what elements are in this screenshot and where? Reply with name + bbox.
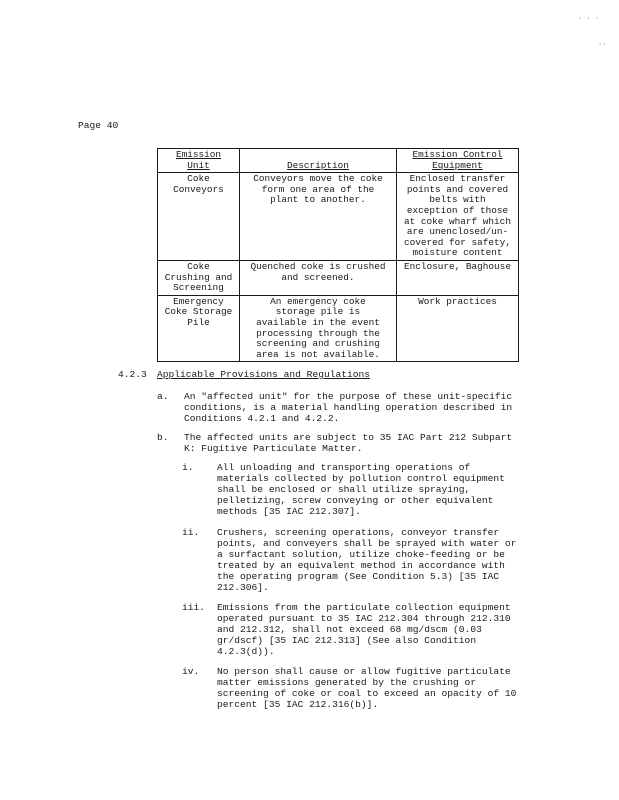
page-number: Page 40 (78, 120, 119, 131)
list-marker: iii. (182, 602, 206, 613)
table-row (158, 173, 519, 261)
section-number: 4.2.3 (118, 369, 147, 380)
list-marker: a. (157, 391, 169, 402)
unit-cell: Emergency Coke Storage Pile (158, 295, 240, 362)
equipment-cell: Enclosed transfer points and covered belts with exception of those at coke wharf which are unenclosed/un- covered for safety, moisture content (397, 173, 519, 261)
unit-cell: Coke Conveyors (158, 173, 240, 261)
paragraph-text: Crushers, screening operations, conveyor transfer points, and conveyers shall be sprayed with water or a surfactant solution, utilize choke-feeding or be treated by an equivalent method in accordance with the operating program (See Condition 5.3) [35 IAC 212.306]. (217, 527, 517, 593)
paragraph-text: No person shall cause or allow fugitive particulate matter emissions generated by the crushing or screening of coke or coal to exceed an opacity of 10 percent [35 IAC 212.316(b)]. (217, 666, 517, 710)
equipment-cell: Work practices (397, 295, 519, 362)
section-title: Applicable Provisions and Regulations (157, 369, 371, 380)
paragraph-text: Emissions from the particulate collection equipment operated pursuant to 35 IAC 212.304 through 212.310 and 212.312, shall not exceed 68 mg/dscm (0.03 gr/dscf) [35 IAC 212.313] (See also Condition 4.2.3(d)). (217, 602, 511, 657)
table-header: Description (240, 149, 397, 173)
paragraph-text: All unloading and transporting operations of materials collected by pollution control equipment shall be enclosed or shall utilize spraying, pelletizing, screw conveying or other equivalent methods [35 IAC 212.307]. (217, 462, 505, 517)
list-marker: i. (182, 462, 194, 473)
emission-units-table (157, 148, 519, 362)
list-marker: b. (157, 432, 169, 443)
table-row (158, 295, 519, 362)
equipment-cell: Enclosure, Baghouse (397, 260, 519, 295)
description-cell: Conveyors move the coke form one area of the plant to another. (240, 173, 397, 261)
corner-mark: · · · (578, 15, 600, 23)
table-header-row (158, 149, 519, 173)
description-cell: An emergency coke storage pile is available in the event processing through the screening and crushing area is not available. (240, 295, 397, 362)
description-cell: Quenched coke is crushed and screened. (240, 260, 397, 295)
list-marker: iv. (182, 666, 200, 677)
paragraph-text: The affected units are subject to 35 IAC Part 212 Subpart K: Fugitive Particulate Matter. (184, 432, 513, 454)
table-row (158, 260, 519, 295)
table-header: Emission Unit (158, 149, 240, 173)
table-header: Emission Control Equipment (397, 149, 519, 173)
unit-cell: Coke Crushing and Screening (158, 260, 240, 295)
paragraph-text: An "affected unit" for the purpose of these unit-specific conditions, is a material handling operation described in Conditions 4.2.1 and 4.2.2. (184, 391, 513, 424)
list-marker: ii. (182, 527, 200, 538)
corner-mark: ·· (598, 41, 607, 49)
